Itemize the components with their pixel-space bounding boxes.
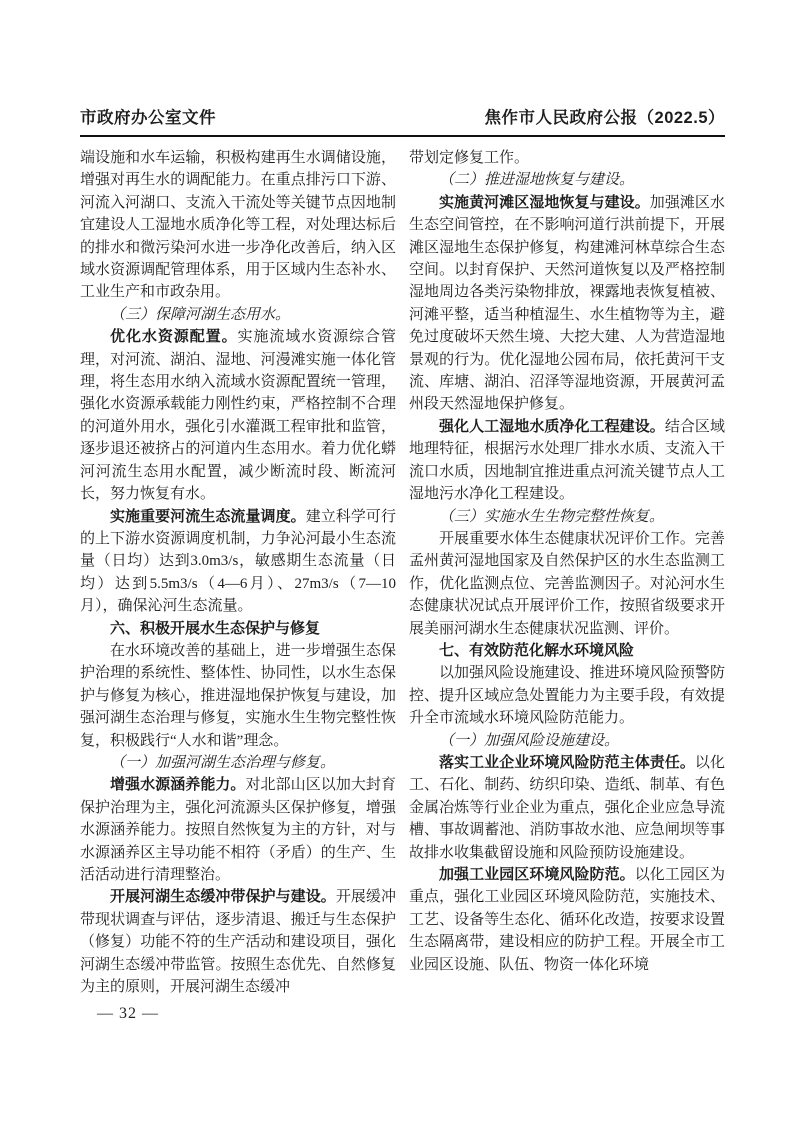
- paragraph: 开展重要水体生态健康状况评价工作。完善孟州黄河湿地国家及自然保护区的水生态监测工作，优化监测点位、完善监测因子。对沁河水生态健康状况试点开展评价工作，按照省级要求开展美丽河湖水生态健康状况监测、评价。: [409, 530, 725, 637]
- paragraph-lead: 增强水源涵养能力。: [110, 777, 246, 794]
- paragraph: 增强水源涵养能力。对北部山区以加大封育保护治理为主，强化河流源头区保护修复，增强水源涵养能力。按照自然恢复为主的方针，对与水源涵养区主导功能不相符（矛盾）的生产、生活活动进行清理整治。: [80, 777, 396, 883]
- page-header: [80, 104, 725, 137]
- document-body: [80, 147, 725, 998]
- sub-heading: （二）推进湿地恢复与建设。: [439, 172, 635, 189]
- paragraph: 开展河湖生态缓冲带保护与建设。开展缓冲带现状调查与评估，逐步清退、搬迁与生态保护（修复）功能不符的生产活动和建设项目，强化河湖生态缓冲带监管。按照生态优先、自然修复为主的原则，开展河湖生态缓冲: [80, 889, 396, 996]
- paragraph: 实施重要河流生态流量调度。建立科学可行的上下游水资源调度机制，力争沁河最小生态流量（日均）达到3.0m3/s，敏感期生态流量（日均）达到5.5m3/s（4—6月）、27m3/s（7—10月），确保沁河生态流量。: [80, 508, 396, 615]
- sub-heading: （三）保障河湖生态用水。: [110, 306, 291, 323]
- paragraph: 强化人工湿地水质净化工程建设。结合区域地理特征，根据污水处理厂排水水质、支流入干流口水质，因地制宜推进重点河流关键节点人工湿地污水净化工程建设。: [409, 418, 725, 503]
- sub-heading: （一）加强风险设施建设。: [439, 732, 620, 749]
- paragraph-lead: 开展河湖生态缓冲带保护与建设。: [110, 889, 336, 906]
- column-left: [80, 147, 396, 998]
- column-right: [409, 147, 725, 998]
- paragraph-lead: 强化人工湿地水质净化工程建设。: [439, 418, 665, 435]
- page-number: — 32 —: [97, 1005, 159, 1022]
- paragraph: 实施黄河滩区湿地恢复与建设。加强滩区水生态空间管控，在不影响河道行洪前提下，开展滩区湿地生态保护修复，构建滩河林草综合生态空间。以封育保护、天然河道恢复以及严格控制湿地周边各类污染物排放，裸露地表恢复植被、河滩平整，适当种植湿生、水生植物等为主，避免过度破坏天然生境、大挖大建、人为营造湿地景观的行为。优化湿地公园布局，依托黄河干支流、库塘、湖泊、沼泽等湿地资源，开展黄河孟州段天然湿地保护修复。: [409, 194, 725, 413]
- sub-heading: （三）实施水生生物完整性恢复。: [439, 508, 665, 525]
- paragraph: 落实工业企业环境风险防范主体责任。以化工、石化、制药、纺织印染、造纸、制革、有色金属冶炼等行业企业为重点，强化企业应急导流槽、事故调蓄池、消防事故水池、应急闸坝等事故排水收集截留设施和风险预防设施建设。: [409, 754, 725, 861]
- paragraph: 加强工业园区环境风险防范。以化工园区为重点，强化工业园区环境风险防范，实施技术、工艺、设备等生态化、循环化改造，按要求设置生态隔离带，建设相应的防护工程。开展全市工业园区设施、队伍、物资一体化环境: [409, 867, 725, 973]
- paragraph: 端设施和水车运输，积极构建再生水调储设施，增强对再生水的调配能力。在重点排污口下游、河流入河湖口、支流入干流处等关键节点因地制宜建设人工湿地水质净化等工程，对处理达标后的排水和微污染河水进一步净化改善后，纳入区域水资源调配管理体系，用于区域内生态补水、工业生产和市政杂用。: [80, 150, 396, 301]
- paragraph: 在水环境改善的基础上，进一步增强生态保护治理的系统性、整体性、协同性，以水生态保护与修复为核心，推进湿地保护恢复与建设，加强河湖生态治理与修复，实施水生生物完整性恢复，积极践行“人水和谐”理念。: [80, 642, 396, 749]
- section-heading: 七、有效防范化解水环境风险: [439, 641, 635, 659]
- header-left-title: 市政府办公室文件: [80, 109, 216, 127]
- sub-heading: （一）加强河湖生态治理与修复。: [110, 754, 336, 771]
- paragraph: 带划定修复工作。: [409, 150, 530, 166]
- paragraph-lead: 实施重要河流生态流量调度。: [110, 508, 306, 525]
- section-heading: 六、积极开展水生态保护与修复: [110, 619, 321, 637]
- header-right-title: 焦作市人民政府公报（2022.5）: [484, 109, 725, 127]
- paragraph-lead: 加强工业园区环境风险防范。: [439, 867, 635, 883]
- paragraph-lead: 优化水资源配置。: [110, 329, 238, 346]
- paragraph: 以加强风险设施建设、推进环境风险预警防控、提升区域应急处置能力为主要手段，有效提升全市流域水环境风险防范能力。: [409, 665, 725, 727]
- paragraph-lead: 实施黄河滩区湿地恢复与建设。: [439, 194, 650, 211]
- paragraph-lead: 落实工业企业环境风险防范主体责任。: [439, 754, 695, 771]
- paragraph: 优化水资源配置。实施流域水资源综合管理，对河流、湖泊、湿地、河漫滩实施一体化管理，将生态用水纳入流域水资源配置统一管理，强化水资源承载能力刚性约束，严格控制不合理的河道外用水，强化引水灌溉工程审批和监管，逐步退还被挤占的河道内生态用水。着力优化蟒河河流生态用水配置，减少断流时段、断流河长，努力恢复有水。: [80, 329, 396, 503]
